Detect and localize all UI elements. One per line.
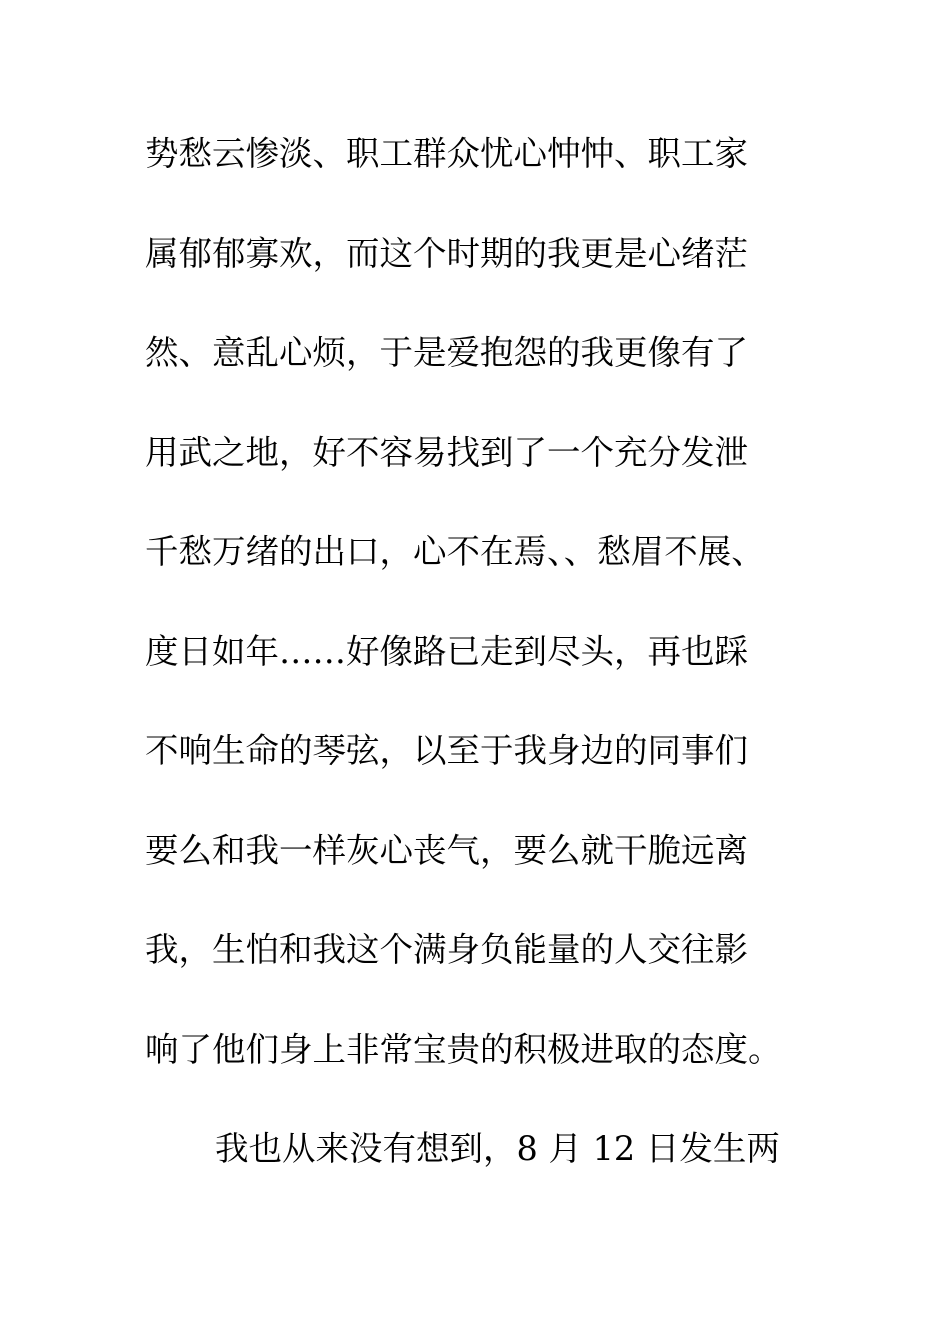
- text-line: 然、意乱心烦，于是爱抱怨的我更像有了: [145, 333, 748, 372]
- body-text: [145, 124, 825, 1219]
- paragraph-start-line: 我也从来没有想到，8 月 12 日发生两: [215, 1129, 780, 1168]
- text-line: 用武之地，好不容易找到了一个充分发泄: [145, 432, 748, 472]
- text-line: 我，生怕和我这个满身负能量的人交往影: [145, 930, 748, 969]
- text-line: 属郁郁寡欢，而这个时期的我更是心绪茫: [145, 233, 748, 273]
- text-line: 响了他们身上非常宝贵的积极进取的态度。: [145, 1029, 782, 1069]
- text-line: 要么和我一样灰心丧气，要么就干脆远离: [145, 830, 748, 870]
- text-line: 千愁万绪的出口，心不在焉、、愁眉不展、: [145, 532, 765, 571]
- text-line: 度日如年……好像路已走到尽头，再也踩: [145, 631, 748, 671]
- text-line: 不响生命的琴弦，以至于我身边的同事们: [145, 731, 748, 770]
- text-line: 势愁云惨淡、职工群众忧心忡忡、职工家: [145, 134, 748, 173]
